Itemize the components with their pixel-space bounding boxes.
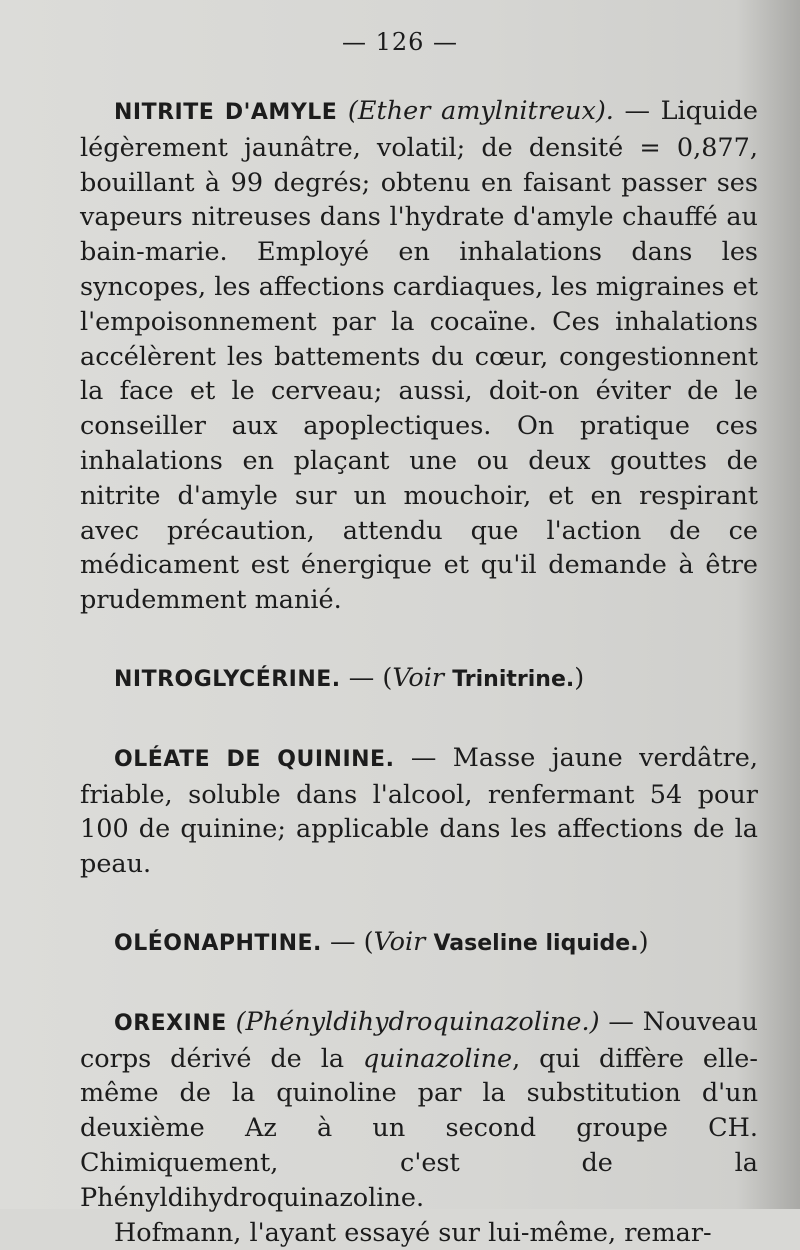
entry-body: — Masse jaune verdâtre, friable, soluble dans l'alcool, renfermant 54 pour 100 de quinine; applicable dans les affections de la peau. bbox=[80, 742, 758, 880]
entry-body: — Liquide légèrement jaunâtre, volatil; de densité = 0,877, bouillant à 99 degrés; obtenu en faisant passer ses vapeurs nitreuses dans l'hydrate d'amyle chauffé au bain-marie. Employé en inhalations dans les syncopes, les affections cardiaques, les migraines et l'empoisonnement par la cocaïne. Ces inhalations accélèrent les battements du cœur, congestionnent la face et le cerveau; aussi, doit-on éviter de le conseiller aux apoplectiques. On pratique ces inhalations en plaçant une ou deux gouttes de nitrite d'amyle sur un mouchoir, et en respirant avec précaution, attendu que l'action de ce médicament est énergique et qu'il demande à être prudemment manié. bbox=[80, 96, 759, 616]
entry-italic-term: quinazoline bbox=[362, 1043, 513, 1074]
entry-crossref: Vaseline liquide. bbox=[433, 930, 639, 956]
entry-heading: OLÉATE DE QUININE. bbox=[114, 746, 395, 772]
entry-synonym: (Phényldihydroquinazoline.) bbox=[235, 1006, 600, 1037]
entry-body-rest: , qui diffère elle-même de la quinoline par la substitution d'un deuxième Az à un second groupe CH. Chimiquement, c'est de la Phényldihydroquinazoline. bbox=[80, 1043, 758, 1213]
entry-voir: Voir bbox=[392, 662, 445, 693]
entry-dash: — ( bbox=[340, 662, 393, 693]
entry-heading: OREXINE bbox=[114, 1010, 227, 1036]
entry-crossref: Trinitrine. bbox=[452, 666, 575, 692]
entry-close: ) bbox=[638, 926, 649, 957]
entry-heading: OLÉONAPHTINE. bbox=[114, 930, 322, 956]
entry-heading: NITROGLYCÉRINE. bbox=[114, 666, 341, 692]
entry-heading: NITRITE D'AMYLE bbox=[114, 100, 338, 125]
entry-body: — Nouveau corps dérivé de la bbox=[80, 1006, 758, 1074]
entry-voir: Voir bbox=[373, 926, 426, 957]
page-number: — 126 — bbox=[341, 28, 459, 56]
entry-oleonaphtine bbox=[80, 925, 758, 962]
entry-orexine bbox=[80, 1005, 758, 1216]
entry-dash: — ( bbox=[321, 926, 374, 957]
entry-continuation: Hofmann, l'ayant essayé sur lui-même, remar- bbox=[114, 1217, 712, 1248]
entry-close: ) bbox=[574, 662, 585, 693]
entry-nitrite-amyle bbox=[80, 94, 758, 618]
entry-nitroglycerine bbox=[80, 661, 758, 698]
entry-oleate-quinine bbox=[80, 741, 758, 882]
page-body bbox=[80, 94, 758, 1250]
entry-synonym: (Ether amylnitreux). bbox=[347, 96, 614, 126]
